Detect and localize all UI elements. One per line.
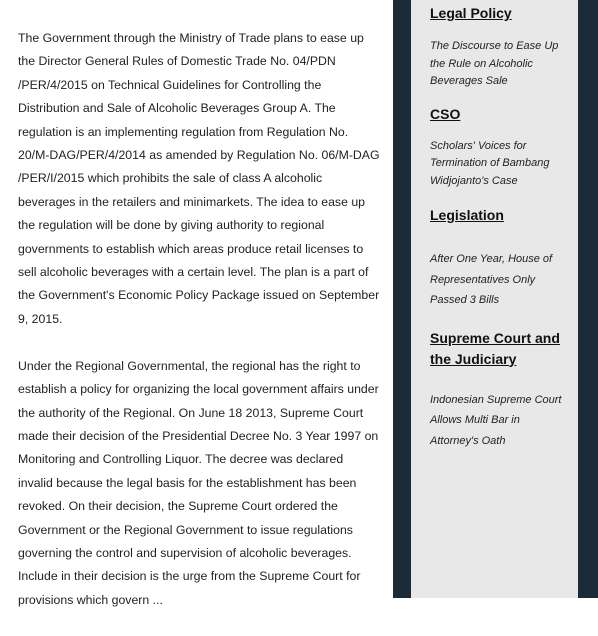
sidebar-section-cso bbox=[430, 104, 570, 191]
article-link[interactable]: Indonesian Supreme Court Allows Multi Bar in Attorney's Oath bbox=[430, 393, 562, 447]
category-heading-legal-policy[interactable]: Legal Policy bbox=[430, 5, 512, 21]
sidebar-section-legal-policy bbox=[430, 3, 570, 91]
sidebar-border-left bbox=[393, 0, 411, 598]
sidebar-section-supreme-court bbox=[430, 328, 570, 452]
category-heading-supreme-court[interactable]: Supreme Court and the Judiciary bbox=[430, 329, 560, 367]
category-heading-legislation[interactable]: Legislation bbox=[430, 207, 504, 223]
sidebar-section-legislation bbox=[430, 205, 570, 311]
category-heading-cso[interactable]: CSO bbox=[430, 105, 461, 122]
article-paragraph: Under the Regional Governmental, the regional has the right to establish a policy for organizing the local government affairs under the authority of the Regional. On June 18 2013, Supreme Court made their decision of the Presidential Decree No. 3 Year 1997 on Monitoring and Controlling Liquor. The decree was declared invalid because the legal basis for the establishment has been revoked. On their decision, the Supreme Court ordered the Government or the Regional Government to issue regulations governing the control and supervision of alcoholic beverages. Include in their decision is the urge from the Supreme Court for provisions which govern ... bbox=[18, 358, 379, 607]
article-link[interactable]: The Discourse to Ease Up the Rule on Alcoholic Beverages Sale bbox=[430, 40, 559, 87]
article-body bbox=[18, 27, 380, 636]
article-paragraph: The Government through the Ministry of Trade plans to ease up the Director General Rules of Domestic Trade No. 04/PDN /PER/4/2015 on Technical Guidelines for Controlling the Distribution and Sale of Alcoholic Beverages Group A. The regulation is an implementing regulation from Regulation No. 20/M-DAG/PER/4/2014 as amended by Regulation No. 06/M-DAG /PER/I/2015 which prohibits the sale of class A alcoholic beverages in the retailers and minimarkets. The idea to ease up the regulation will be done by giving authority to regional governments to establish which areas produce retail licenses to sell alcoholic beverages with a certain level. The plan is a part of the Government's Economic Policy Package issued on September 9, 2015. bbox=[18, 31, 380, 326]
sidebar-border-right bbox=[578, 0, 598, 598]
article-link[interactable]: Scholars' Voices for Termination of Bambang Widjojanto's Case bbox=[430, 139, 550, 187]
sidebar bbox=[411, 0, 578, 598]
article-link[interactable]: After One Year, House of Representatives Only Passed 3 Bills bbox=[430, 253, 553, 306]
